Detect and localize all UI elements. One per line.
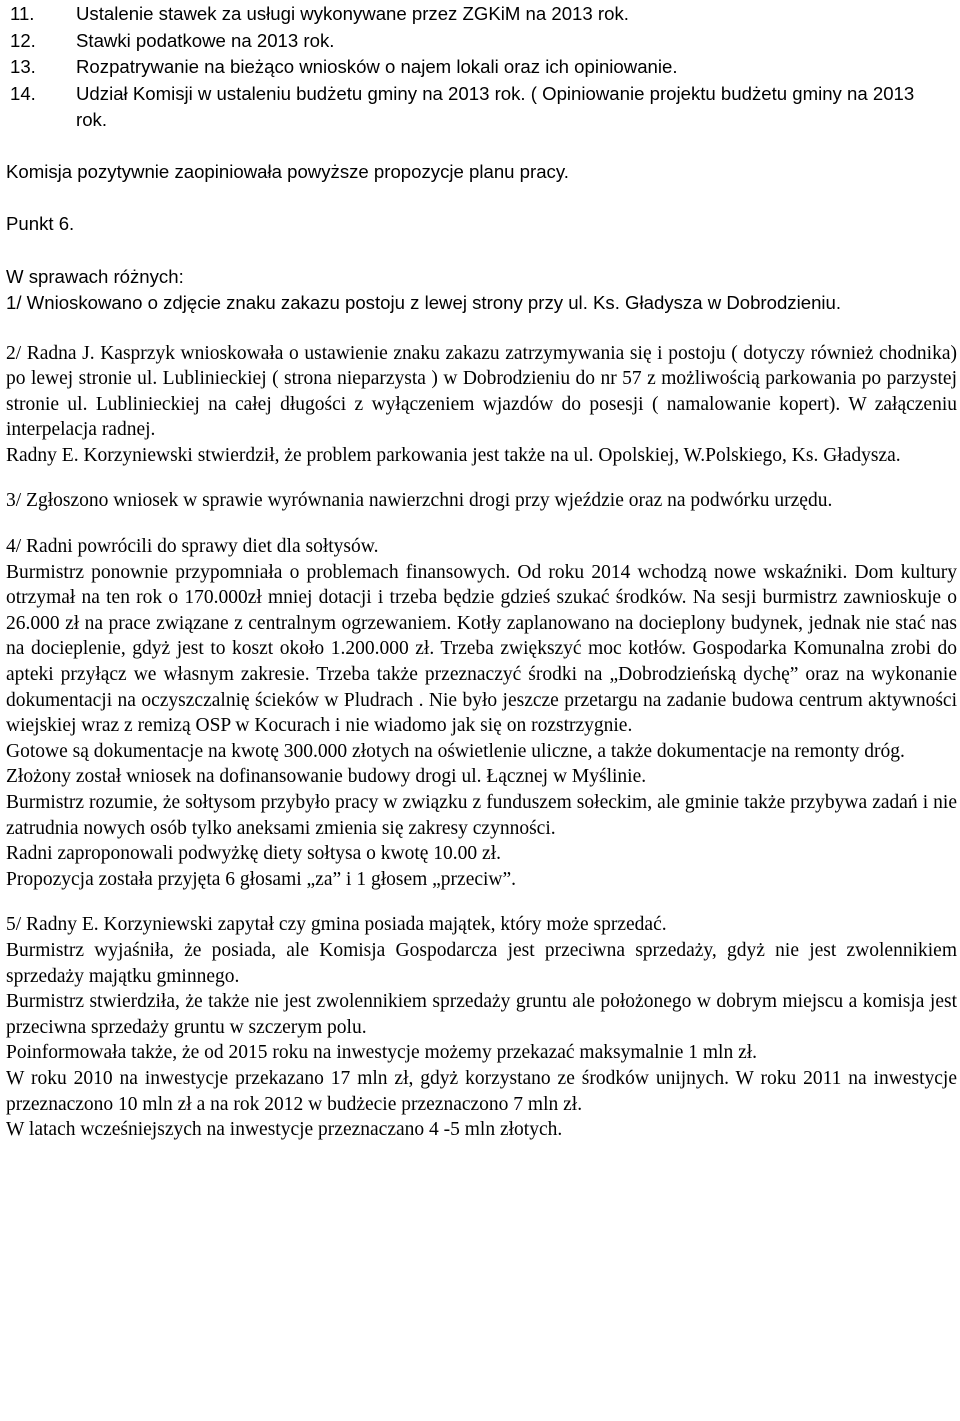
list-item-number: 11. xyxy=(10,3,35,24)
item-4-paragraph: Złożony został wniosek na dofinansowanie budowy drogi ul. Łącznej w Myślinie. xyxy=(6,766,647,788)
item-4-heading: 4/ Radni powrócili do sprawy diet dla sołtysów. xyxy=(6,536,379,558)
item-4-paragraph: Radni zaproponowali podwyżkę diety sołtysa o kwotę 10.00 zł. xyxy=(6,843,501,865)
list-item-text: Rozpatrywanie na bieżąco wniosków o najem lokali oraz ich opiniowanie. xyxy=(76,56,678,77)
item-4-paragraph: Burmistrz ponownie przypomniała o problemach finansowych. Od roku 2014 wchodzą nowe wskaźniki. Dom kultury otrzymał na ten rok o 170.000zł mniej dotacji i trzeba będzie gdzieś szukać środków. Na sesji burmistrz zawnioskuje o 26.000 zł na prace związane z centralnym ogrzewaniem. Kotły zaplanowano na docieplony budynek, jednak nie stać nas na docieplenie, gdyż jest to koszt około 1.200.000 zł. Trzeba zwiększyć moc kotłów. Gospodarka Komunalna zrobi do apteki przyłącz we własnym zakresie. Trzeba także przeznaczyć środki na „Dobrodzieńską dychę” oraz na wykonanie dokumentacji na oczyszczalnię ścieków w Pludrach . Nie było jeszcze przetargu na zadanie budowa centrum aktywności wiejskiej wraz z remizą OSP w Kocurach i nie wiadomo jak się on rozstrzygnie. xyxy=(6,561,957,737)
list-item xyxy=(6,1,957,28)
list-item-text: Udział Komisji w ustaleniu budżetu gminy na 2013 rok. ( Opiniowanie projektu budżetu gminy na 2013 rok. xyxy=(76,82,915,130)
list-item-number: 12. xyxy=(10,29,36,51)
list-item-text: Stawki podatkowe na 2013 rok. xyxy=(76,29,335,51)
item-5-paragraph: Burmistrz stwierdziła, że także nie jest zwolennikiem sprzedaży gruntu ale położonego w dobrym miejscu a komisja jest przeciwna sprzedaży gruntu w szczerym polu. xyxy=(6,991,957,1038)
item-2-followup: Radny E. Korzyniewski stwierdził, że problem parkowania jest także na ul. Opolskiej, W.Polskiego, Ks. Gładysza. xyxy=(6,444,901,466)
item-2-paragraph: 2/ Radna J. Kasprzyk wnioskowała o ustawienie znaku zakazu zatrzymywania się i postoju ( dotyczy również chodnika) po lewej stronie ul. Lublinieckiej ( strona nieparzysta ) w Dobrodzieniu do nr 57 z możliwością parkowania po parzystej stronie ul. Lublinieckiej na całej długości z wyłączeniem wjazdów do posesji ( namalowanie kopert). W załączeniu interpelacja radnej. xyxy=(6,342,957,441)
work-plan-list xyxy=(6,1,957,134)
item-5-paragraph: W latach wcześniejszych na inwestycje przeznaczano 4 -5 mln złotych. xyxy=(6,1119,563,1141)
item-4-paragraph: Propozycja została przyjęta 6 głosami „za” i 1 głosem „przeciw”. xyxy=(6,868,517,890)
item-5-paragraph: Burmistrz wyjaśniła, że posiada, ale Komisja Gospodarcza jest przeciwna sprzedaży, gdyż nie jest zwolennikiem sprzedaży majątku gminnego. xyxy=(6,939,957,987)
item-5-heading: 5/ Radny E. Korzyniewski zapytał czy gmina posiada majątek, który może sprzedać. xyxy=(6,914,667,936)
item-1-paragraph: 1/ Wnioskowano o zdjęcie znaku zakazu postoju z lewej strony przy ul. Ks. Gładysza w Dobrodzieniu. xyxy=(6,292,842,313)
list-item-number: 13. xyxy=(10,56,36,77)
list-item xyxy=(6,28,957,55)
punkt-heading: Punkt 6. xyxy=(6,213,75,234)
various-matters-heading: W sprawach różnych: xyxy=(6,265,184,287)
item-4-paragraph: Gotowe są dokumentacje na kwotę 300.000 złotych na oświetlenie uliczne, a także dokumentacje na remonty dróg. xyxy=(6,740,905,762)
list-item xyxy=(6,81,957,134)
item-5-paragraph: W roku 2010 na inwestycje przekazano 17 mln zł, gdyż korzystano ze środków unijnych. W roku 2011 na inwestycje przeznaczono 10 mln zł a na rok 2012 w budżecie przeznaczono 7 mln zł. xyxy=(6,1067,957,1115)
list-item-number: 14. xyxy=(10,82,36,104)
commission-opinion: Komisja pozytywnie zaopiniowała powyższe propozycje planu pracy. xyxy=(6,160,569,182)
item-4-paragraph: Burmistrz rozumie, że sołtysom przybyło pracy w związku z funduszem sołeckim, ale gminie także przybywa zadań i nie zatrudnia nowych osób tylko aneksami zmienia się zakresy czynności. xyxy=(6,792,957,839)
list-item xyxy=(6,54,957,81)
item-5-paragraph: Poinformowała także, że od 2015 roku na inwestycje możemy przekazać maksymalnie 1 mln zł. xyxy=(6,1042,758,1064)
item-3-paragraph: 3/ Zgłoszono wniosek w sprawie wyrównania nawierzchni drogi przy wjeździe oraz na podwórku urzędu. xyxy=(6,490,833,512)
list-item-text: Ustalenie stawek za usługi wykonywane przez ZGKiM na 2013 rok. xyxy=(76,3,629,24)
